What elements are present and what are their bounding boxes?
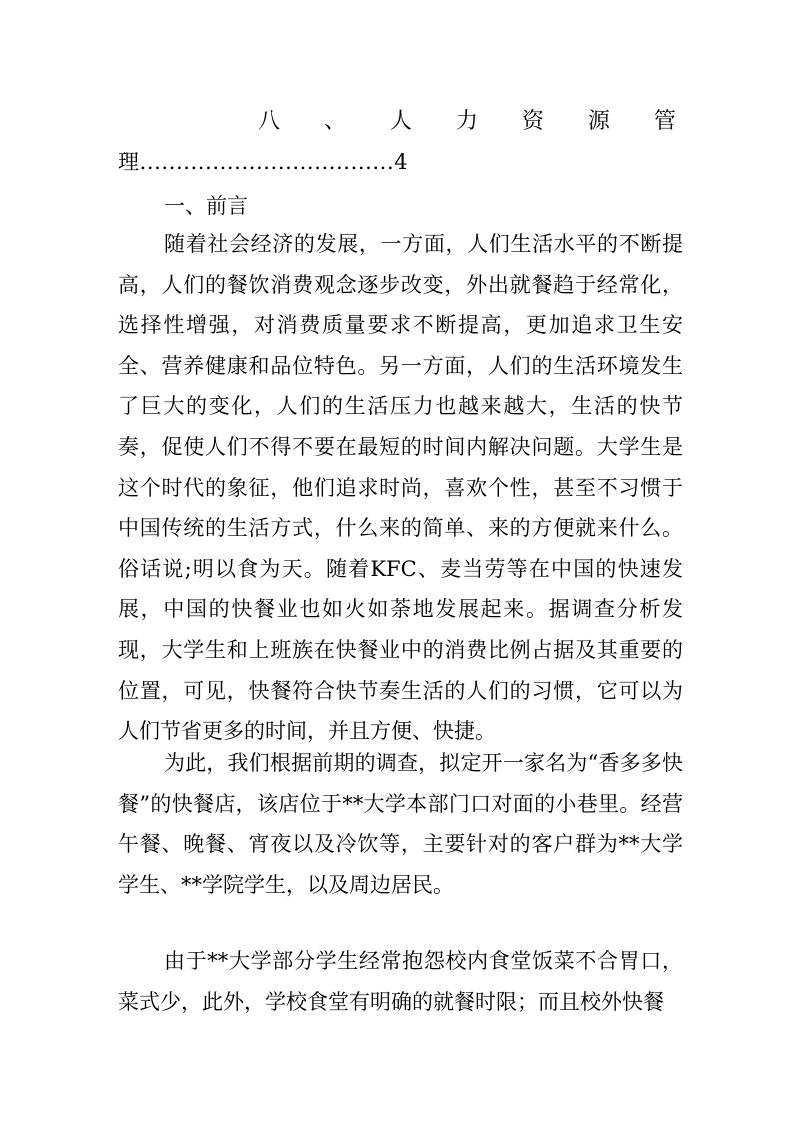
toc-char: 、 — [323, 109, 346, 134]
body-paragraph — [118, 743, 683, 905]
paragraph-text: 由于**大学部分学生经常抱怨校内食堂饭菜不合胃口，菜式少，此外，学校食堂有明确的就餐时限；而且校外快餐 — [118, 949, 683, 1014]
toc-char: 八 — [258, 109, 281, 134]
toc-char: 管 — [653, 109, 676, 134]
toc-char: 资 — [521, 109, 544, 134]
toc-entry-leader: 理...................................4 — [118, 150, 409, 174]
toc-char: 源 — [587, 109, 610, 134]
body-paragraph — [118, 224, 683, 752]
paragraph-text: 为此，我们根据前期的调查，拟定开一家名为“香多多快餐”的快餐店，该店位于**大学本部门口对面的小巷里。经营午餐、晚餐、宵夜以及冷饮等，主要针对的客户群为**大学学生、**学院学生，以及周边居民。 — [118, 751, 683, 897]
paragraph-text: 随着社会经济的发展，一方面，人们生活水平的不断提高，人们的餐饮消费观念逐步改变，外出就餐趋于经常化，选择性增强，对消费质量要求不断提高，更加追求卫生安全、营养健康和品位特色。另一方面，人们的生活环境发生了巨大的变化，人们的生活压力也越来越大，生活的快节奏，促使人们不得不要在最短的时间内解决问题。大学生是这个时代的象征，他们追求时尚，喜欢个性，甚至不习惯于中国传统的生活方式，什么来的简单、来的方便就来什么。俗话说;明以食为天。随着KFC、麦当劳等在中国的快速发展，中国的快餐业也如火如荼地发展起来。据调查分析发现，大学生和上班族在快餐业中的消费比例占据及其重要的位置，可见，快餐符合快节奏生活的人们的习惯，它可以为人们节省更多的时间，并且方便、快捷。 — [118, 232, 683, 744]
section-heading: 一、前言 — [164, 194, 248, 218]
body-paragraph — [118, 941, 683, 1022]
toc-entry-heading — [258, 104, 676, 135]
toc-char: 人 — [389, 109, 412, 134]
toc-char: 力 — [455, 109, 478, 134]
